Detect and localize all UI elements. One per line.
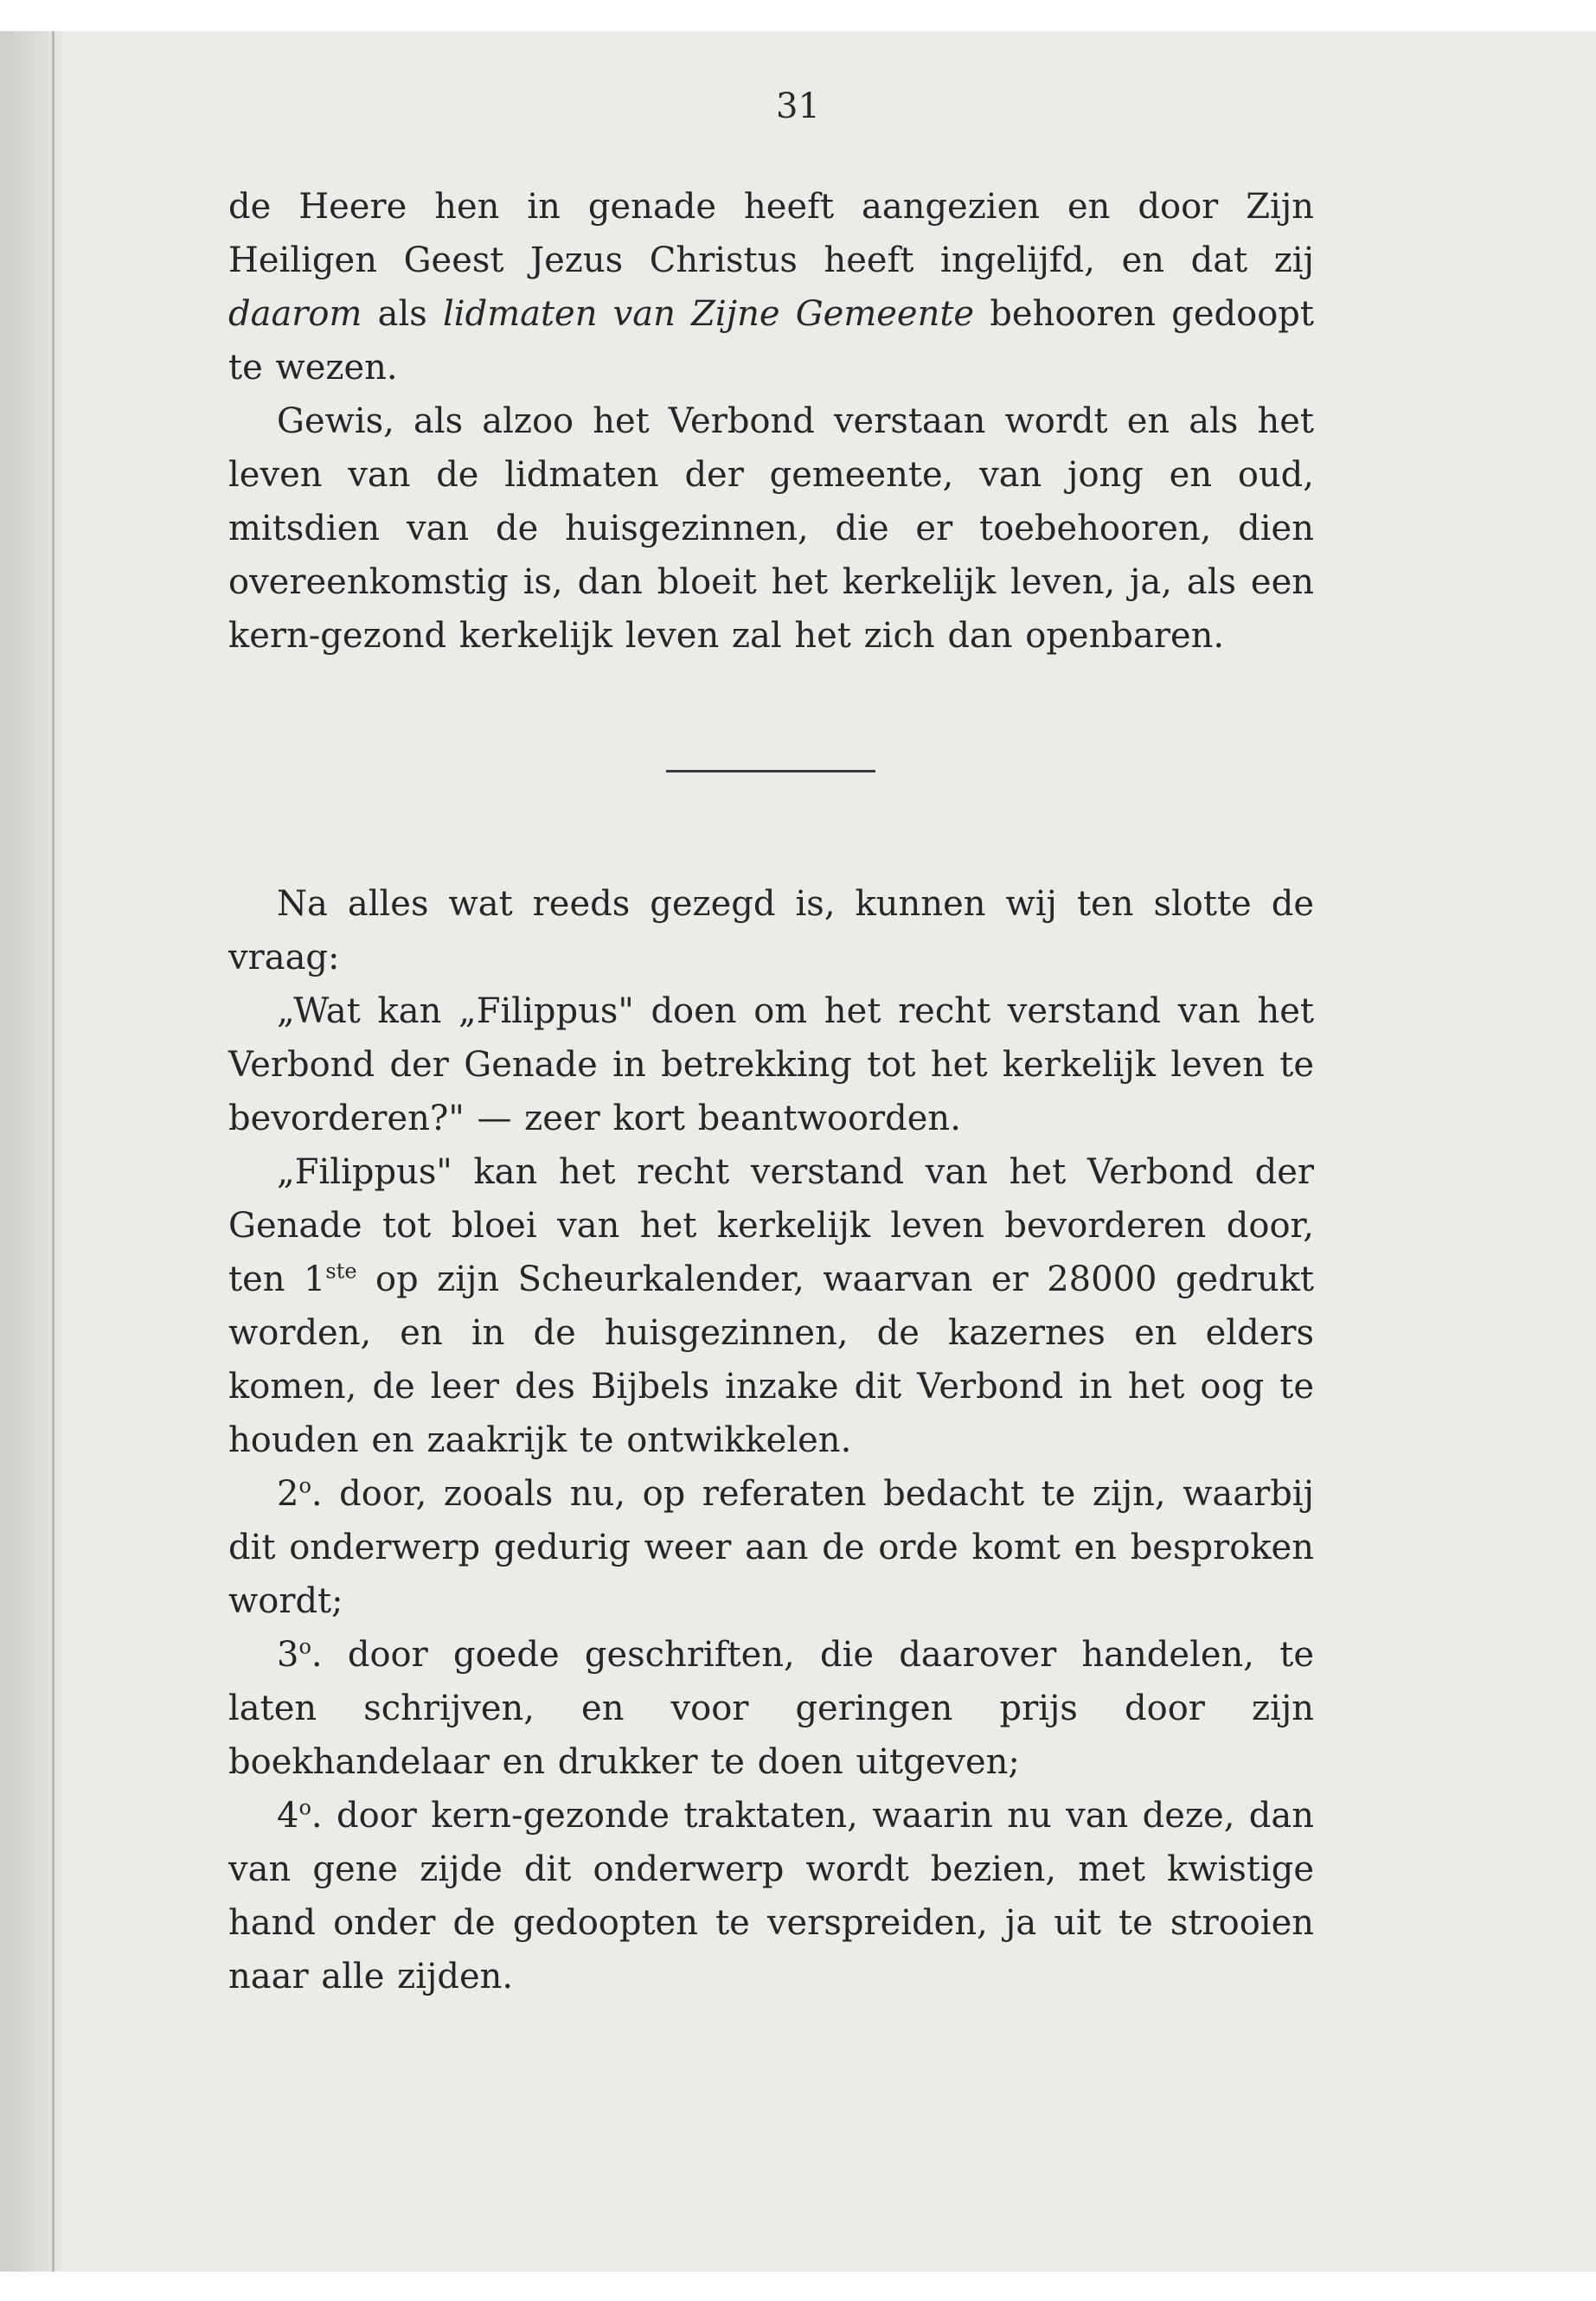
- binding-edge: [52, 31, 54, 2272]
- answer-1-tail: op zijn Scheurkalender, waarvan er 28000 gedrukt worden, en in de huisgezinnen, de kazernes en elders komen, de leer des Bijbels inzake dit Verbond in het oog te houden en zaakrijk te ontwikkelen.: [228, 1259, 1315, 1460]
- section-divider: [666, 770, 875, 772]
- page-number: 31: [776, 87, 820, 126]
- paragraph-answer-3: [228, 1628, 1314, 1789]
- answer-1-lead: „Filippus" kan het recht verstand van het Verbond der Genade tot bloei van het kerkelijk leven bevorderen door, ten 1: [228, 1152, 1314, 1299]
- paragraph-answer-1: [228, 1145, 1314, 1467]
- paragraph-answer-2: [228, 1467, 1314, 1628]
- paragraph-answer-4: [228, 1789, 1314, 2003]
- answer-4-num: 4: [277, 1796, 299, 1836]
- paragraph-question: „Wat kan „Filippus" doen om het recht verstand van het Verbond der Genade in betrekking tot het kerkelijk leven te bevorderen?" — zeer kort beantwoorden.: [228, 991, 1314, 1138]
- answer-3-sup: o: [298, 1634, 311, 1659]
- italic-lidmaten: lidmaten van Zijne Gemeente: [443, 294, 975, 334]
- answer-3-num: 3: [277, 1635, 299, 1675]
- paragraph-continued-mid: als: [362, 294, 443, 334]
- italic-daarom: daarom: [228, 294, 362, 334]
- paragraph-question-intro: Na alles wat reeds gezegd is, kunnen wij ten slotte de vraag:: [228, 884, 1314, 977]
- answer-2-num: 2: [277, 1474, 299, 1514]
- answer-2-text: . door, zooals nu, op referaten bedacht te zijn, waarbij dit onderwerp gedurig weer aan de orde komt en besproken wordt;: [228, 1474, 1314, 1621]
- scanned-page: [0, 31, 1596, 2272]
- answer-3-text: . door goede geschriften, die daarover handelen, te laten schrijven, en voor geringen prijs door zijn boekhandelaar en drukker te doen uitgeven;: [228, 1635, 1314, 1782]
- answer-2-sup: o: [298, 1473, 311, 1498]
- paragraph-continued-tail: behooren gedoopt te wezen.: [228, 294, 1314, 388]
- answer-4-text: . door kern-gezonde traktaten, waarin nu van deze, dan van gene zijde dit onderwerp wordt bezien, met kwistige hand onder de gedoopten te verspreiden, ja uit te strooien naar alle zijden.: [228, 1796, 1314, 1997]
- section-one: [228, 180, 1314, 663]
- paragraph-continued-lead: de Heere hen in genade heeft aangezien en door Zijn Heiligen Geest Jezus Christus heeft ingelijfd, en dat zij: [228, 187, 1314, 280]
- paragraph-gewis: Gewis, als alzoo het Verbond verstaan wordt en als het leven van de lidmaten der gemeente, van jong en oud, mitsdien van de huisgezinnen, die er toebehooren, dien overeenkomstig is, dan bloeit het kerkelijk leven, ja, als een kern-gezond kerkelijk leven zal het zich dan openbaren.: [228, 401, 1314, 656]
- section-two: [228, 877, 1314, 2003]
- paragraph-continued: [228, 180, 1314, 394]
- answer-1-sup: ste: [325, 1259, 357, 1284]
- answer-4-sup: o: [298, 1795, 311, 1820]
